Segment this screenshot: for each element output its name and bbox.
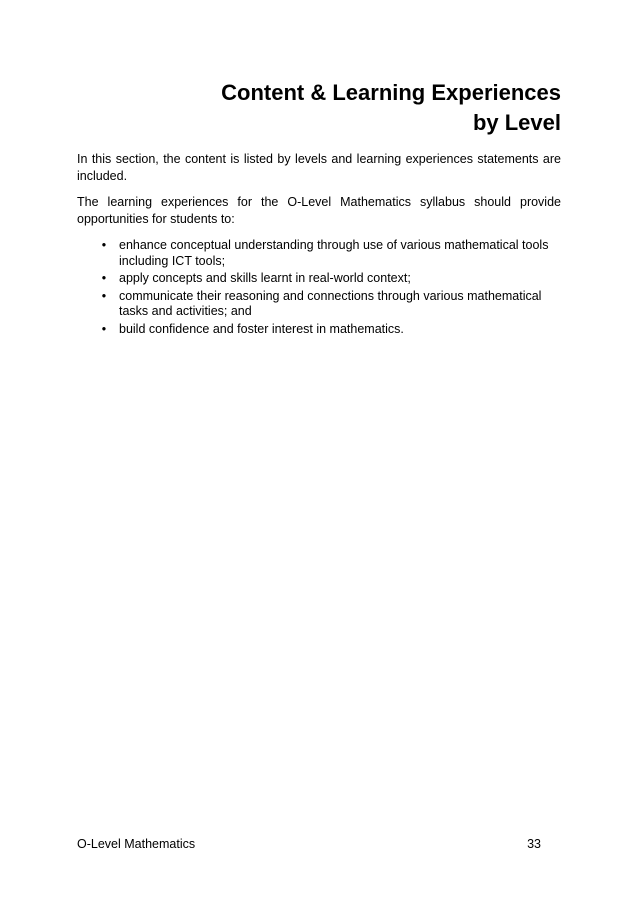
bullet-icon: • [101,321,107,336]
section-title [61,78,561,138]
list-item [77,289,561,320]
list-item-text: apply concepts and skills learnt in real-world context; [119,271,411,285]
list-item [77,271,561,287]
bullet-icon: • [101,288,107,303]
list-item-text: enhance conceptual understanding through use of various mathematical tools including ICT tools; [119,238,549,268]
bullet-icon: • [101,238,107,252]
list-item-text: build confidence and foster interest in mathematics. [119,321,404,336]
intro-paragraph: In this section, the content is listed by levels and learning experiences statements are included. [77,152,561,183]
bullet-icon: • [101,271,107,285]
list-item [77,322,561,338]
section-title-line-1: Content & Learning Experiences [221,80,561,105]
footer-document-title: O-Level Mathematics [77,837,196,851]
list-item-text: communicate their reasoning and connections through various mathematical tasks and activities; and [119,288,542,318]
lead-paragraph: The learning experiences for the O-Level Mathematics syllabus should provide opportunities for students to: [77,195,561,226]
section-title-line-2: by Level [472,110,561,135]
footer-page-number: 33 [527,837,541,851]
list-item [77,238,561,269]
learning-experiences-list [77,238,561,339]
